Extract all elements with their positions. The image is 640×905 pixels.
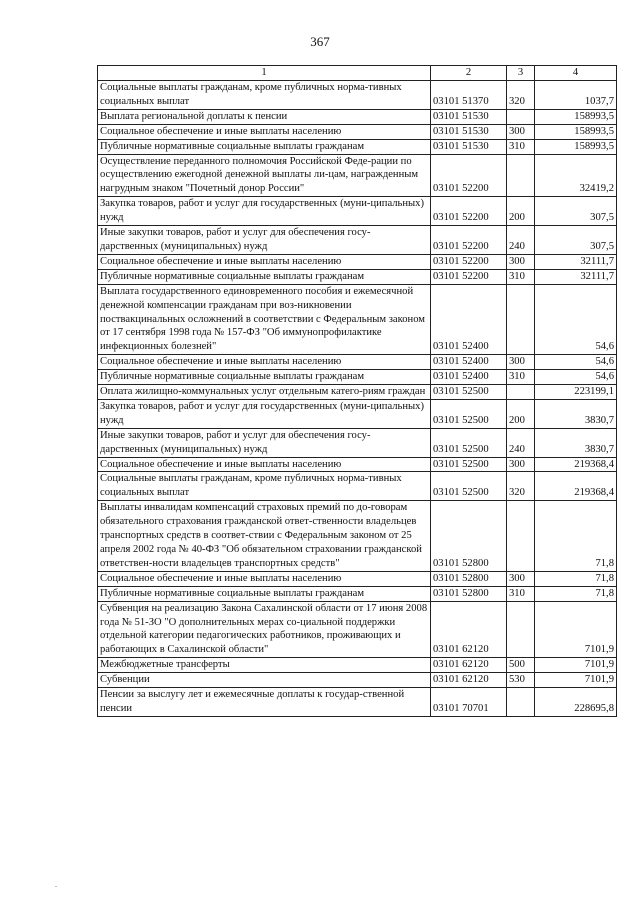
row-expense-type-code: 310 xyxy=(507,586,535,601)
table-row xyxy=(98,154,617,197)
row-amount: 307,5 xyxy=(535,226,617,255)
row-expense-type-code: 300 xyxy=(507,355,535,370)
table-row xyxy=(98,571,617,586)
table-row xyxy=(98,385,617,400)
row-amount: 1037,7 xyxy=(535,81,617,110)
row-description: Социальное обеспечение и иные выплаты населению xyxy=(98,571,431,586)
table-row xyxy=(98,601,617,658)
row-target-article-code: 03101 51370 xyxy=(431,81,507,110)
header-col-1: 1 xyxy=(98,66,431,81)
row-expense-type-code: 310 xyxy=(507,139,535,154)
row-expense-type-code xyxy=(507,284,535,355)
row-amount: 32111,7 xyxy=(535,269,617,284)
row-target-article-code: 03101 70701 xyxy=(431,688,507,717)
table-row xyxy=(98,284,617,355)
row-description: Иные закупки товаров, работ и услуг для обеспечения госу-дарственных (муниципальных) нужд xyxy=(98,226,431,255)
row-target-article-code: 03101 51530 xyxy=(431,109,507,124)
row-expense-type-code xyxy=(507,688,535,717)
scan-mark: . xyxy=(55,880,57,889)
row-target-article-code: 03101 52800 xyxy=(431,571,507,586)
row-expense-type-code: 240 xyxy=(507,428,535,457)
row-amount: 7101,9 xyxy=(535,601,617,658)
table-row xyxy=(98,197,617,226)
row-expense-type-code: 500 xyxy=(507,658,535,673)
row-target-article-code: 03101 52400 xyxy=(431,284,507,355)
table-row xyxy=(98,688,617,717)
row-amount: 3830,7 xyxy=(535,428,617,457)
row-description: Публичные нормативные социальные выплаты гражданам xyxy=(98,586,431,601)
row-target-article-code: 03101 52500 xyxy=(431,385,507,400)
row-expense-type-code: 300 xyxy=(507,571,535,586)
row-target-article-code: 03101 52800 xyxy=(431,586,507,601)
row-amount: 7101,9 xyxy=(535,658,617,673)
table-row xyxy=(98,355,617,370)
row-amount: 71,8 xyxy=(535,586,617,601)
row-description: Закупка товаров, работ и услуг для государственных (муни-ципальных) нужд xyxy=(98,399,431,428)
row-description: Закупка товаров, работ и услуг для государственных (муни-ципальных) нужд xyxy=(98,197,431,226)
row-description: Социальное обеспечение и иные выплаты населению xyxy=(98,254,431,269)
row-amount: 158993,5 xyxy=(535,139,617,154)
row-description: Социальное обеспечение и иные выплаты населению xyxy=(98,124,431,139)
row-description: Выплата региональной доплаты к пенсии xyxy=(98,109,431,124)
table-row xyxy=(98,109,617,124)
row-target-article-code: 03101 52500 xyxy=(431,399,507,428)
row-amount: 158993,5 xyxy=(535,109,617,124)
row-expense-type-code xyxy=(507,385,535,400)
row-expense-type-code: 310 xyxy=(507,370,535,385)
row-expense-type-code: 300 xyxy=(507,457,535,472)
table-row xyxy=(98,139,617,154)
row-amount: 7101,9 xyxy=(535,673,617,688)
row-description: Иные закупки товаров, работ и услуг для обеспечения госу-дарственных (муниципальных) нужд xyxy=(98,428,431,457)
row-expense-type-code: 310 xyxy=(507,269,535,284)
header-col-3: 3 xyxy=(507,66,535,81)
table-row xyxy=(98,673,617,688)
header-row xyxy=(98,66,617,81)
row-description: Пенсии за выслугу лет и ежемесячные доплаты к государ-ственной пенсии xyxy=(98,688,431,717)
row-expense-type-code: 300 xyxy=(507,124,535,139)
row-target-article-code: 03101 52200 xyxy=(431,197,507,226)
row-description: Социальное обеспечение и иные выплаты населению xyxy=(98,457,431,472)
row-target-article-code: 03101 52200 xyxy=(431,226,507,255)
row-description: Социальные выплаты гражданам, кроме публичных норма-тивных социальных выплат xyxy=(98,472,431,501)
row-expense-type-code: 530 xyxy=(507,673,535,688)
row-expense-type-code xyxy=(507,109,535,124)
budget-table xyxy=(97,65,617,717)
row-amount: 219368,4 xyxy=(535,457,617,472)
row-target-article-code: 03101 62120 xyxy=(431,658,507,673)
row-expense-type-code xyxy=(507,601,535,658)
row-expense-type-code xyxy=(507,501,535,572)
row-expense-type-code xyxy=(507,154,535,197)
table-row xyxy=(98,457,617,472)
row-target-article-code: 03101 52200 xyxy=(431,269,507,284)
row-description: Выплаты инвалидам компенсаций страховых премий по до-говорам обязательного страхования гражданской ответ-ственности владельцев транспортных средств в соответ-ствии с Федеральным законом от 25 апреля 2002 года № 40-ФЗ "Об обязательном страховании гражданской ответствен-ности владельцев транспортных средств" xyxy=(98,501,431,572)
row-description: Публичные нормативные социальные выплаты гражданам xyxy=(98,269,431,284)
row-expense-type-code: 200 xyxy=(507,399,535,428)
table-row xyxy=(98,81,617,110)
row-amount: 223199,1 xyxy=(535,385,617,400)
row-expense-type-code: 200 xyxy=(507,197,535,226)
row-target-article-code: 03101 52500 xyxy=(431,428,507,457)
row-amount: 32111,7 xyxy=(535,254,617,269)
row-amount: 158993,5 xyxy=(535,124,617,139)
row-amount: 307,5 xyxy=(535,197,617,226)
row-description: Публичные нормативные социальные выплаты гражданам xyxy=(98,139,431,154)
row-description: Выплата государственного единовременного пособия и ежемесячной денежной компенсации гражданам при воз-никновении поствакцинальных осложнений в соответствии с Федеральным законом от 17 сентября 1998 года № 157-ФЗ "Об иммунопрофилактике инфекционных болезней" xyxy=(98,284,431,355)
row-target-article-code: 03101 52200 xyxy=(431,154,507,197)
row-target-article-code: 03101 52500 xyxy=(431,472,507,501)
table-row xyxy=(98,472,617,501)
table-row xyxy=(98,658,617,673)
row-amount: 54,6 xyxy=(535,355,617,370)
table-row xyxy=(98,586,617,601)
table-row xyxy=(98,428,617,457)
row-description: Социальное обеспечение и иные выплаты населению xyxy=(98,355,431,370)
row-target-article-code: 03101 52400 xyxy=(431,355,507,370)
row-description: Субвенции xyxy=(98,673,431,688)
row-expense-type-code: 320 xyxy=(507,472,535,501)
row-description: Оплата жилищно-коммунальных услуг отдельным катего-риям граждан xyxy=(98,385,431,400)
row-amount: 71,8 xyxy=(535,501,617,572)
header-col-2: 2 xyxy=(431,66,507,81)
table-row xyxy=(98,269,617,284)
table-row xyxy=(98,124,617,139)
row-description: Межбюджетные трансферты xyxy=(98,658,431,673)
table-row xyxy=(98,370,617,385)
row-expense-type-code: 240 xyxy=(507,226,535,255)
table-row xyxy=(98,501,617,572)
row-target-article-code: 03101 62120 xyxy=(431,601,507,658)
row-amount: 54,6 xyxy=(535,370,617,385)
row-target-article-code: 03101 52800 xyxy=(431,501,507,572)
row-target-article-code: 03101 51530 xyxy=(431,139,507,154)
row-target-article-code: 03101 52400 xyxy=(431,370,507,385)
row-amount: 71,8 xyxy=(535,571,617,586)
row-expense-type-code: 320 xyxy=(507,81,535,110)
row-amount: 3830,7 xyxy=(535,399,617,428)
row-amount: 219368,4 xyxy=(535,472,617,501)
row-target-article-code: 03101 62120 xyxy=(431,673,507,688)
row-amount: 54,6 xyxy=(535,284,617,355)
row-description: Субвенция на реализацию Закона Сахалинской области от 17 июня 2008 года № 51-ЗО "О дополнительных мерах со-циальной поддержки отдельной категории педагогических работников, проживающих и работающих в Сахалинской области" xyxy=(98,601,431,658)
row-target-article-code: 03101 52200 xyxy=(431,254,507,269)
row-description: Осуществление переданного полномочия Российской Феде-рации по осуществлению ежегодной денежной выплаты ли-цам, награжденным нагрудным знаком "Почетный донор России" xyxy=(98,154,431,197)
table-row xyxy=(98,399,617,428)
table-row xyxy=(98,226,617,255)
row-description: Публичные нормативные социальные выплаты гражданам xyxy=(98,370,431,385)
row-expense-type-code: 300 xyxy=(507,254,535,269)
row-amount: 32419,2 xyxy=(535,154,617,197)
header-col-4: 4 xyxy=(535,66,617,81)
page-number: 367 xyxy=(310,34,330,49)
row-amount: 228695,8 xyxy=(535,688,617,717)
row-target-article-code: 03101 52500 xyxy=(431,457,507,472)
row-description: Социальные выплаты гражданам, кроме публичных норма-тивных социальных выплат xyxy=(98,81,431,110)
table-row xyxy=(98,254,617,269)
row-target-article-code: 03101 51530 xyxy=(431,124,507,139)
